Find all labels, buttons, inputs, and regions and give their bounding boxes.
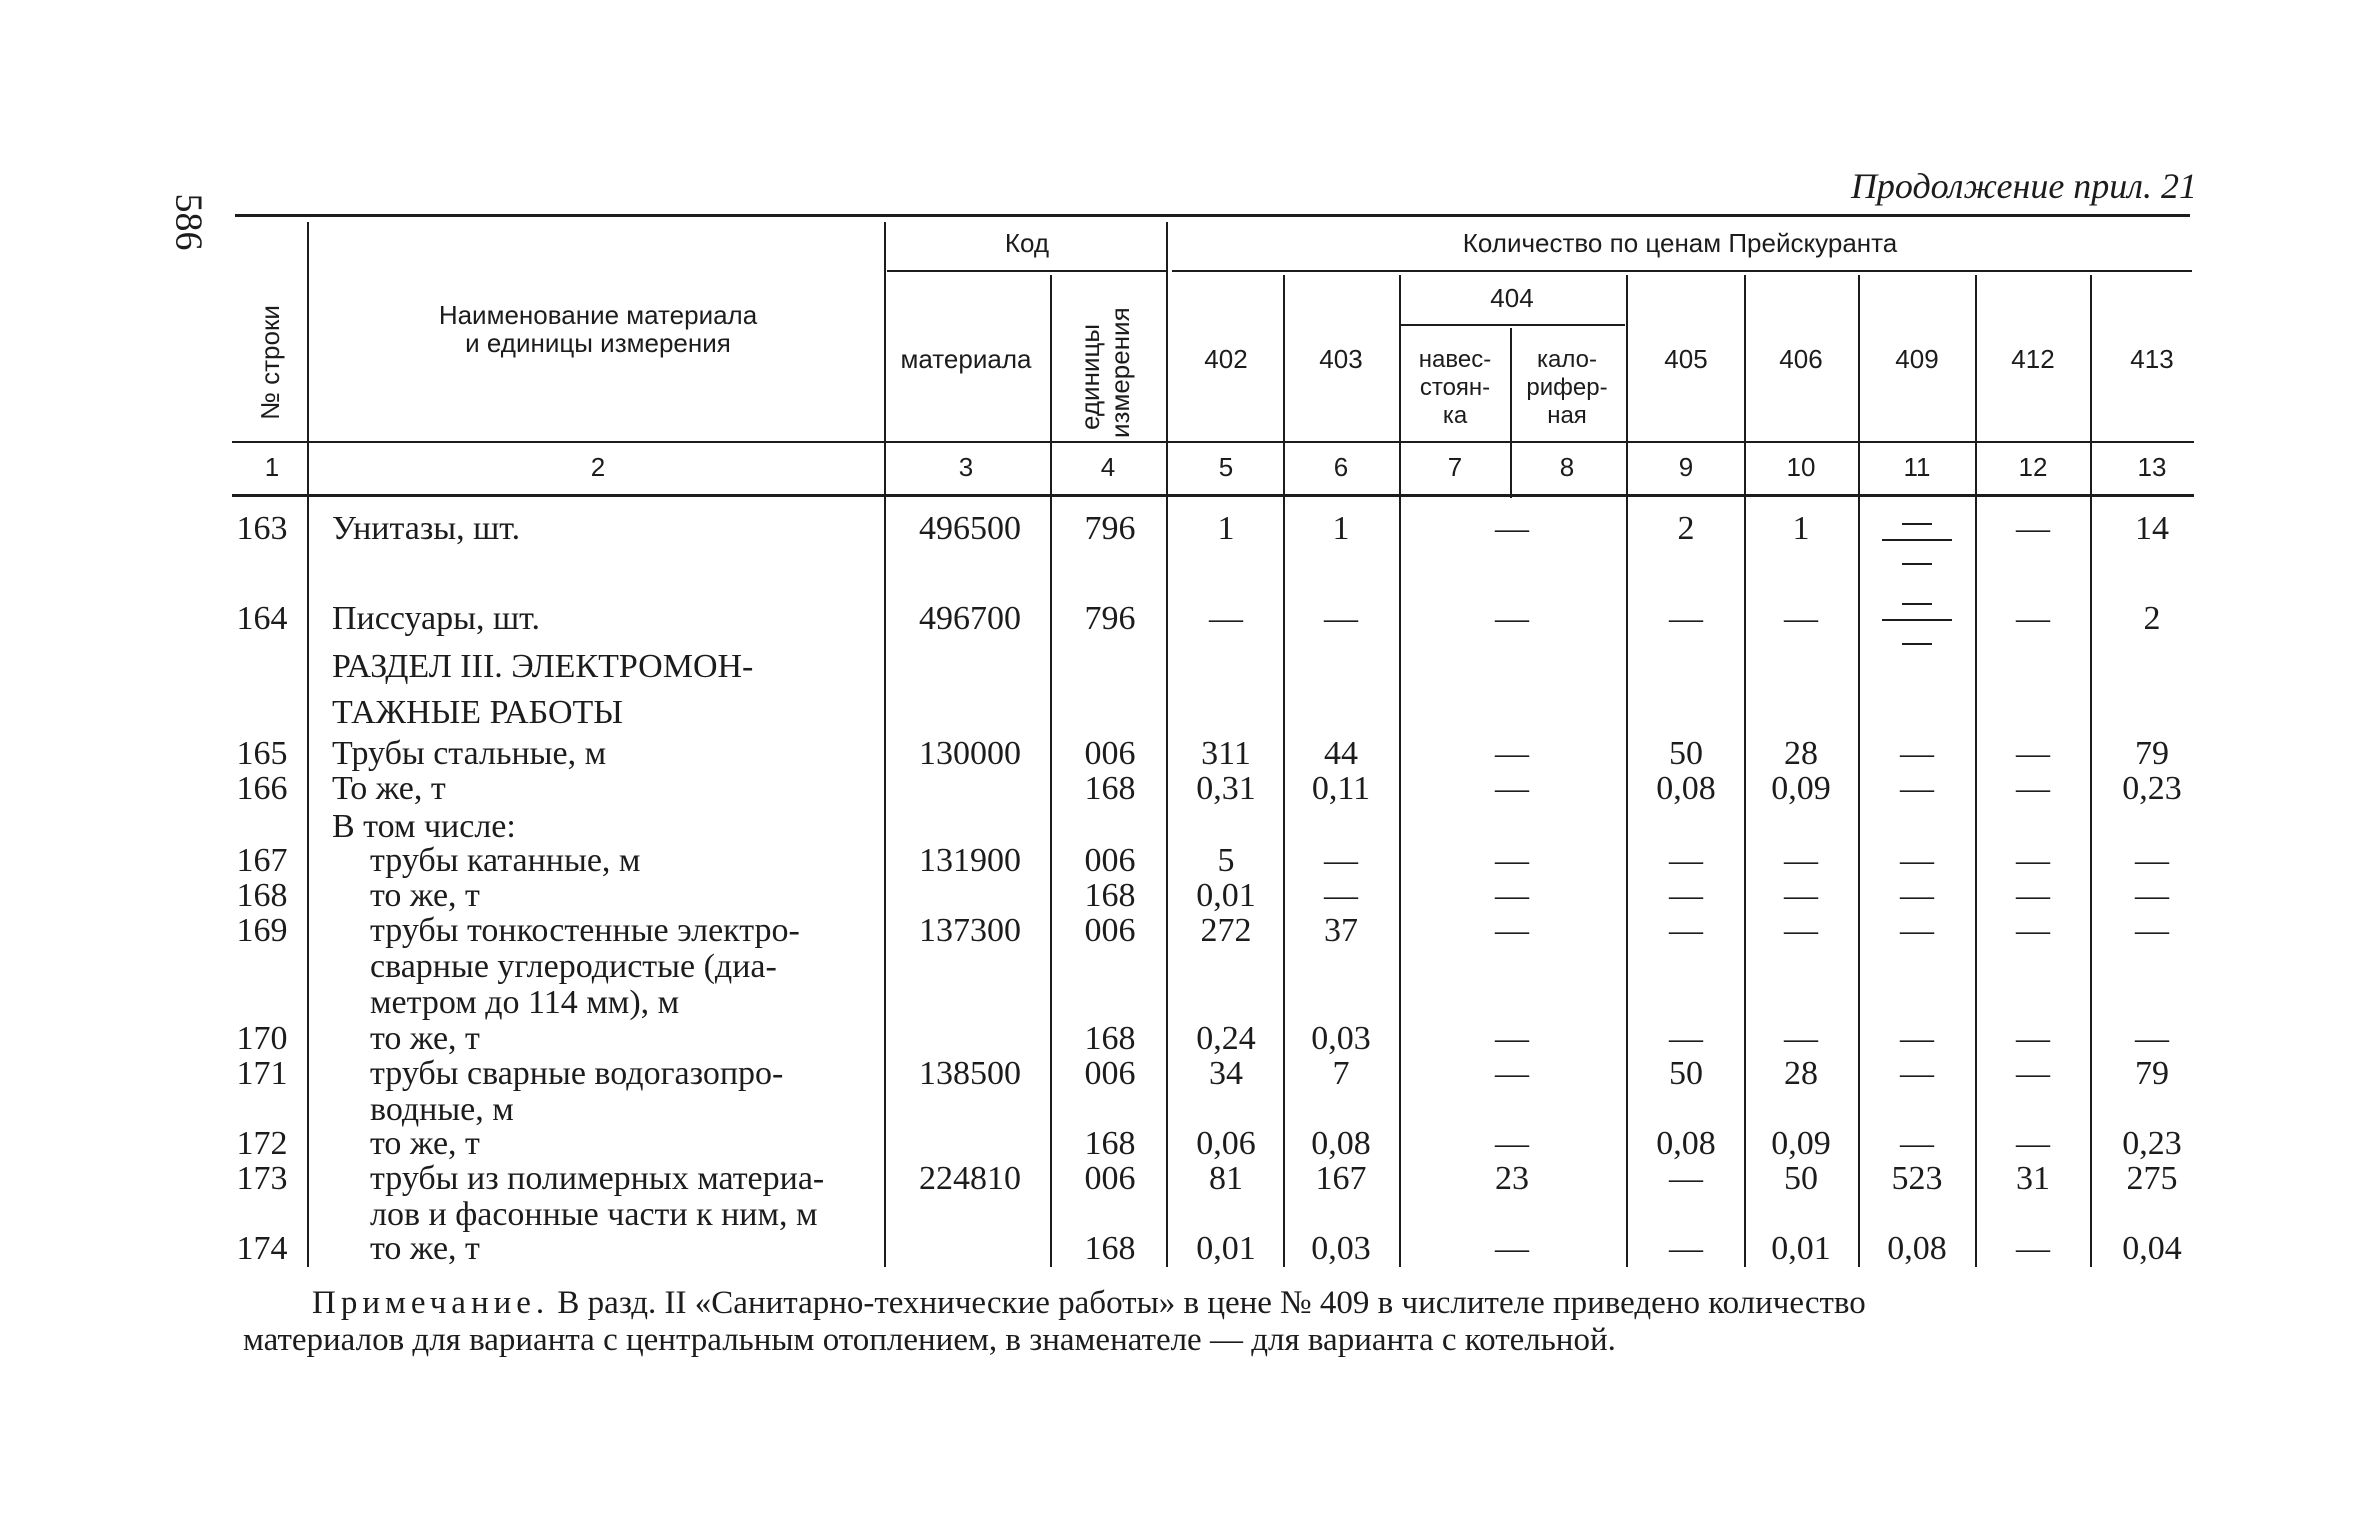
quantity-value: — <box>1784 912 1818 949</box>
quantity-value: 0,23 <box>2122 770 2182 807</box>
quantity-value: 1 <box>1332 510 1350 547</box>
quantity-value: — <box>1900 1055 1934 1092</box>
code-subheader-rule <box>887 270 1167 272</box>
column-number: 4 <box>1100 452 1116 482</box>
quantity-value: 0,23 <box>2122 1125 2182 1162</box>
quantity-value: — <box>2135 877 2169 914</box>
column-number: 8 <box>1559 452 1575 482</box>
quantity-value: — <box>1495 1055 1529 1092</box>
quantity-value: 34 <box>1209 1055 1243 1092</box>
quantity-value: — <box>1495 1125 1529 1162</box>
quantity-subheader-rule <box>1172 270 2192 272</box>
quantity-value: 50 <box>1784 1160 1818 1197</box>
quantity-value: 275 <box>2126 1160 2178 1197</box>
fraction-dashes <box>1877 520 1957 590</box>
col-rule-3 <box>1050 275 1052 1267</box>
material-name: водные, м <box>370 1091 514 1128</box>
quantity-value: — <box>2016 735 2050 772</box>
quantity-value: — <box>1669 1230 1703 1267</box>
col-rule-5 <box>1283 275 1285 1267</box>
material-name: трубы тонкостенные электро- <box>370 912 800 949</box>
quantity-value: — <box>2016 1055 2050 1092</box>
quantity-value: — <box>1669 1020 1703 1057</box>
note-line1 <box>312 1285 1866 1322</box>
material-code: 138500 <box>919 1055 1021 1092</box>
quantity-value: — <box>1209 600 1243 637</box>
col-rule-7 <box>1510 328 1512 498</box>
quantity-value: 31 <box>2016 1160 2050 1197</box>
quantity-value: 0,31 <box>1196 770 1256 807</box>
col-rule-10 <box>1858 275 1860 1267</box>
header-price-413: 413 <box>2130 344 2174 374</box>
quantity-value: — <box>1784 842 1818 879</box>
column-number: 6 <box>1333 452 1349 482</box>
quantity-value: 0,01 <box>1771 1230 1831 1267</box>
section-heading: РАЗДЕЛ III. ЭЛЕКТРОМОН- <box>332 648 754 685</box>
quantity-value: — <box>1900 770 1934 807</box>
p404-subheader-rule <box>1400 324 1625 326</box>
col-rule-4 <box>1166 222 1168 1267</box>
unit-code: 006 <box>1084 1160 1136 1197</box>
material-name: то же, т <box>370 877 480 914</box>
fraction-dashes <box>1877 600 1957 670</box>
quantity-value: — <box>1900 735 1934 772</box>
header-price-406: 406 <box>1779 344 1823 374</box>
quantity-value: — <box>2016 1020 2050 1057</box>
quantity-value: 523 <box>1891 1160 1943 1197</box>
unit-code: 168 <box>1084 770 1136 807</box>
quantity-value: — <box>1495 735 1529 772</box>
quantity-value: 81 <box>1209 1160 1243 1197</box>
row-number: 163 <box>236 510 288 547</box>
quantity-value: — <box>1669 877 1703 914</box>
header-code-unit-line1: единицы <box>1075 323 1105 430</box>
quantity-value: — <box>2135 912 2169 949</box>
quantity-value: 28 <box>1784 735 1818 772</box>
quantity-value: — <box>2016 600 2050 637</box>
quantity-value: 0,09 <box>1771 1125 1831 1162</box>
quantity-value: — <box>1669 600 1703 637</box>
quantity-value: 167 <box>1315 1160 1367 1197</box>
quantity-value: 79 <box>2135 1055 2169 1092</box>
material-name: То же, т <box>332 770 446 807</box>
quantity-value: 0,01 <box>1196 1230 1256 1267</box>
header-bottom-rule <box>232 441 2194 443</box>
header-name-line2: и единицы измерения <box>465 328 731 358</box>
material-name: трубы сварные водогазопро- <box>370 1055 784 1092</box>
quantity-value: 0,09 <box>1771 770 1831 807</box>
quantity-value: — <box>1495 510 1529 547</box>
quantity-value: 311 <box>1201 735 1251 772</box>
row-number: 168 <box>236 877 288 914</box>
header-name-line1: Наименование материала <box>438 300 758 330</box>
quantity-value: — <box>1324 842 1358 879</box>
material-name: трубы из полимерных материа- <box>370 1160 825 1197</box>
quantity-value: 50 <box>1669 735 1703 772</box>
material-code: 130000 <box>919 735 1021 772</box>
note-text1: В разд. II «Санитарно-технические работы» в цене № 409 в числителе приведено количество <box>549 1285 1866 1321</box>
header-price-405: 405 <box>1664 344 1708 374</box>
quantity-value: 0,11 <box>1311 770 1371 807</box>
header-404-a-l3: ка <box>1442 402 1468 429</box>
row-number: 167 <box>236 842 288 879</box>
unit-code: 168 <box>1084 877 1136 914</box>
quantity-value: — <box>1784 877 1818 914</box>
quantity-value: — <box>1324 600 1358 637</box>
material-name: трубы катанные, м <box>370 842 641 879</box>
material-name: Трубы стальные, м <box>332 735 607 772</box>
subgroup-label: В том числе: <box>332 808 516 845</box>
column-number: 10 <box>1786 452 1816 482</box>
material-name: лов и фасонные части к ним, м <box>370 1196 818 1233</box>
quantity-value: — <box>2016 510 2050 547</box>
header-404-b-l1: кало- <box>1537 346 1597 373</box>
header-price-403: 403 <box>1319 344 1363 374</box>
col-rule-6 <box>1399 275 1401 1267</box>
material-name: Унитазы, шт. <box>332 510 521 547</box>
quantity-value: 0,03 <box>1311 1020 1371 1057</box>
quantity-value: — <box>2135 842 2169 879</box>
col-rule-12 <box>2090 275 2092 1267</box>
row-number: 165 <box>236 735 288 772</box>
quantity-value: 1 <box>1792 510 1810 547</box>
quantity-value: — <box>2016 912 2050 949</box>
quantity-value: — <box>1784 600 1818 637</box>
quantity-value: 28 <box>1784 1055 1818 1092</box>
header-price-402: 402 <box>1204 344 1248 374</box>
quantity-value: 23 <box>1495 1160 1529 1197</box>
quantity-value: 2 <box>1677 510 1695 547</box>
quantity-value: 0,04 <box>2122 1230 2182 1267</box>
quantity-value: 5 <box>1217 842 1235 879</box>
page-number: 586 <box>167 193 210 251</box>
unit-code: 796 <box>1084 510 1136 547</box>
quantity-value: — <box>1900 877 1934 914</box>
colnum-bottom-rule <box>232 494 2194 497</box>
row-number: 169 <box>236 912 288 949</box>
header-row-no: № строки <box>255 305 285 420</box>
table-top-rule <box>235 214 2190 217</box>
material-code: 131900 <box>919 842 1021 879</box>
unit-code: 168 <box>1084 1230 1136 1267</box>
header-404-b-l2: рифер- <box>1526 374 1608 401</box>
unit-code: 006 <box>1084 912 1136 949</box>
header-price-412: 412 <box>2011 344 2055 374</box>
header-quantity: Количество по ценам Прейскуранта <box>1462 228 1898 258</box>
row-number: 170 <box>236 1020 288 1057</box>
quantity-value: — <box>1495 912 1529 949</box>
column-number: 12 <box>2018 452 2048 482</box>
quantity-value: — <box>1495 1230 1529 1267</box>
quantity-value: 1 <box>1217 510 1235 547</box>
note-prefix: Примечание. <box>312 1285 550 1321</box>
column-number: 1 <box>264 452 280 482</box>
quantity-value: 0,08 <box>1656 1125 1716 1162</box>
material-code: 137300 <box>919 912 1021 949</box>
material-name: то же, т <box>370 1230 480 1267</box>
quantity-value: — <box>1900 912 1934 949</box>
row-number: 172 <box>236 1125 288 1162</box>
quantity-value: 50 <box>1669 1055 1703 1092</box>
quantity-value: 0,24 <box>1196 1020 1256 1057</box>
column-number: 3 <box>958 452 974 482</box>
unit-code: 168 <box>1084 1125 1136 1162</box>
continuation-title: Продолжение прил. 21 <box>1850 166 2197 206</box>
quantity-value: 0,03 <box>1311 1230 1371 1267</box>
material-code: 496500 <box>919 510 1021 547</box>
column-number: 9 <box>1678 452 1694 482</box>
quantity-value: — <box>1495 600 1529 637</box>
quantity-value: — <box>1495 842 1529 879</box>
column-number: 5 <box>1218 452 1234 482</box>
quantity-value: — <box>2016 1125 2050 1162</box>
quantity-value: — <box>1669 1160 1703 1197</box>
section-heading: ТАЖНЫЕ РАБОТЫ <box>332 694 623 731</box>
unit-code: 006 <box>1084 735 1136 772</box>
quantity-value: — <box>1495 877 1529 914</box>
quantity-value: 0,08 <box>1656 770 1716 807</box>
header-code: Код <box>1004 228 1050 258</box>
quantity-value: 272 <box>1200 912 1252 949</box>
quantity-value: — <box>1784 1020 1818 1057</box>
quantity-value: 0,01 <box>1196 877 1256 914</box>
material-name: Писсуары, шт. <box>332 600 540 637</box>
unit-code: 796 <box>1084 600 1136 637</box>
quantity-value: 79 <box>2135 735 2169 772</box>
col-rule-1 <box>307 222 309 1267</box>
quantity-value: — <box>1900 1020 1934 1057</box>
material-name: то же, т <box>370 1125 480 1162</box>
quantity-value: 2 <box>2143 600 2161 637</box>
header-price-409: 409 <box>1895 344 1939 374</box>
column-number: 2 <box>590 452 606 482</box>
quantity-value: — <box>2016 770 2050 807</box>
unit-code: 006 <box>1084 1055 1136 1092</box>
quantity-value: 14 <box>2135 510 2169 547</box>
note-line2: материалов для варианта с центральным отоплением, в знаменателе — для варианта с котельной. <box>243 1322 1616 1358</box>
quantity-value: — <box>1669 842 1703 879</box>
material-name: сварные углеродистые (диа- <box>370 948 777 985</box>
column-number: 11 <box>1903 452 1931 482</box>
quantity-value: 0,08 <box>1887 1230 1947 1267</box>
quantity-value: — <box>1669 912 1703 949</box>
quantity-value: — <box>2016 877 2050 914</box>
quantity-value: — <box>1900 842 1934 879</box>
quantity-value: 0,08 <box>1311 1125 1371 1162</box>
unit-code: 168 <box>1084 1020 1136 1057</box>
material-name: то же, т <box>370 1020 480 1057</box>
col-rule-8 <box>1626 275 1628 1267</box>
row-number: 166 <box>236 770 288 807</box>
quantity-value: — <box>1324 877 1358 914</box>
quantity-value: 44 <box>1324 735 1358 772</box>
material-code: 224810 <box>919 1160 1021 1197</box>
row-number: 164 <box>236 600 288 637</box>
quantity-value: — <box>1495 770 1529 807</box>
row-number: 174 <box>236 1230 288 1267</box>
quantity-value: — <box>1900 1125 1934 1162</box>
header-404-a-l2: стоян- <box>1419 374 1491 401</box>
quantity-value: 37 <box>1324 912 1358 949</box>
header-404-a-l1: навес- <box>1418 346 1492 373</box>
header-code-unit-line2: измерения <box>1105 307 1135 438</box>
row-number: 173 <box>236 1160 288 1197</box>
quantity-value: — <box>2135 1020 2169 1057</box>
unit-code: 006 <box>1084 842 1136 879</box>
col-rule-11 <box>1975 275 1977 1267</box>
column-number: 13 <box>2137 452 2167 482</box>
column-number: 7 <box>1447 452 1463 482</box>
col-rule-2 <box>884 222 886 1267</box>
quantity-value: — <box>2016 842 2050 879</box>
col-rule-9 <box>1744 275 1746 1267</box>
header-code-material: материала <box>900 344 1032 374</box>
quantity-value: — <box>1495 1020 1529 1057</box>
header-404-b-l3: ная <box>1547 402 1587 429</box>
quantity-value: 7 <box>1332 1055 1350 1092</box>
row-number: 171 <box>236 1055 288 1092</box>
header-price-404: 404 <box>1490 283 1534 313</box>
material-name: метром до 114 мм), м <box>370 984 680 1021</box>
material-code: 496700 <box>919 600 1021 637</box>
quantity-value: — <box>2016 1230 2050 1267</box>
quantity-value: 0,06 <box>1196 1125 1256 1162</box>
